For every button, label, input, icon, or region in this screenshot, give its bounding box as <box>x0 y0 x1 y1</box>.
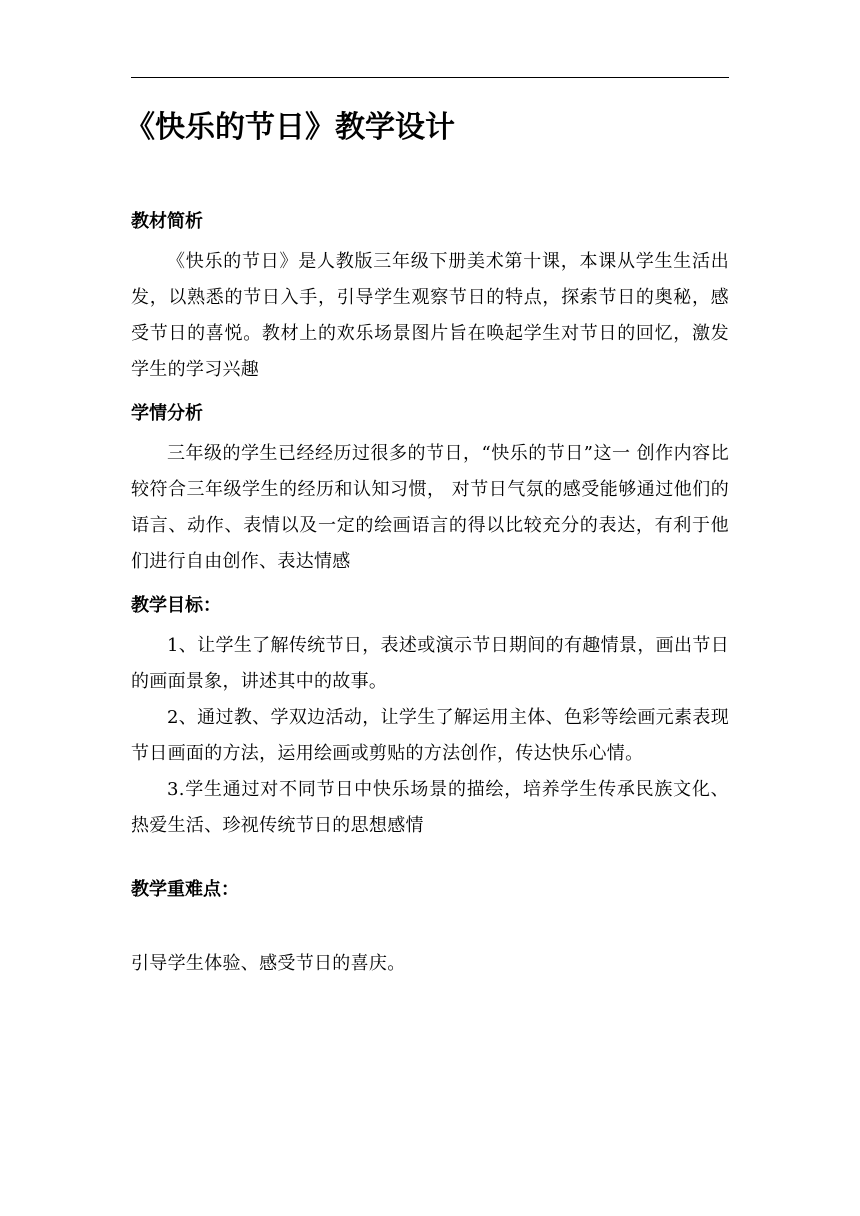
document-body <box>125 104 729 982</box>
section-heading: 教材简析 <box>131 211 203 232</box>
section-student-analysis <box>131 392 729 580</box>
document-title: 《快乐的节日》教学设计 <box>125 110 455 145</box>
section-heading: 教学目标： <box>131 595 221 616</box>
section-textbook-analysis <box>131 200 729 388</box>
paragraph: 《快乐的节日》是人教版三年级下册美术第十课，本课从学生生活出发，以熟悉的节日入手，引导学生观察节日的特点，探索节日的奥秘，感受节日的喜悦。教材上的欢乐场景图片旨在唤起学生对节日的回忆，激发学生的学习兴趣 <box>131 251 729 380</box>
paragraph: 引导学生体验、感受节日的喜庆。 <box>131 953 406 974</box>
section-heading: 学情分析 <box>131 403 203 424</box>
paragraph: 三年级的学生已经经历过很多的节日，“快乐的节日”这一 创作内容比较符合三年级学生的经历和认知习惯， 对节日气氛的感受能够通过他们的语言、动作、表情以及一定的绘画语言的得以比较充分的表达，有利于他们进行自由创作、表达情感 <box>131 443 729 572</box>
objective-item: 2、通过教、学双边活动，让学生了解运用主体、色彩等绘画元素表现节日画面的方法，运用绘画或剪贴的方法创作，传达快乐心情。 <box>131 707 729 764</box>
objective-item: 3.学生通过对不同节日中快乐场景的描绘，培养学生传承民族文化、热爱生活、珍视传统节日的思想感情 <box>131 779 729 836</box>
section-key-difficulties <box>131 868 729 982</box>
section-heading: 教学重难点： <box>131 879 239 900</box>
objective-item: 1、让学生了解传统节日，表述或演示节日期间的有趣情景，画出节日的画面景象，讲述其中的故事。 <box>131 635 729 692</box>
header-rule <box>131 77 729 78</box>
section-teaching-objectives <box>131 584 729 844</box>
